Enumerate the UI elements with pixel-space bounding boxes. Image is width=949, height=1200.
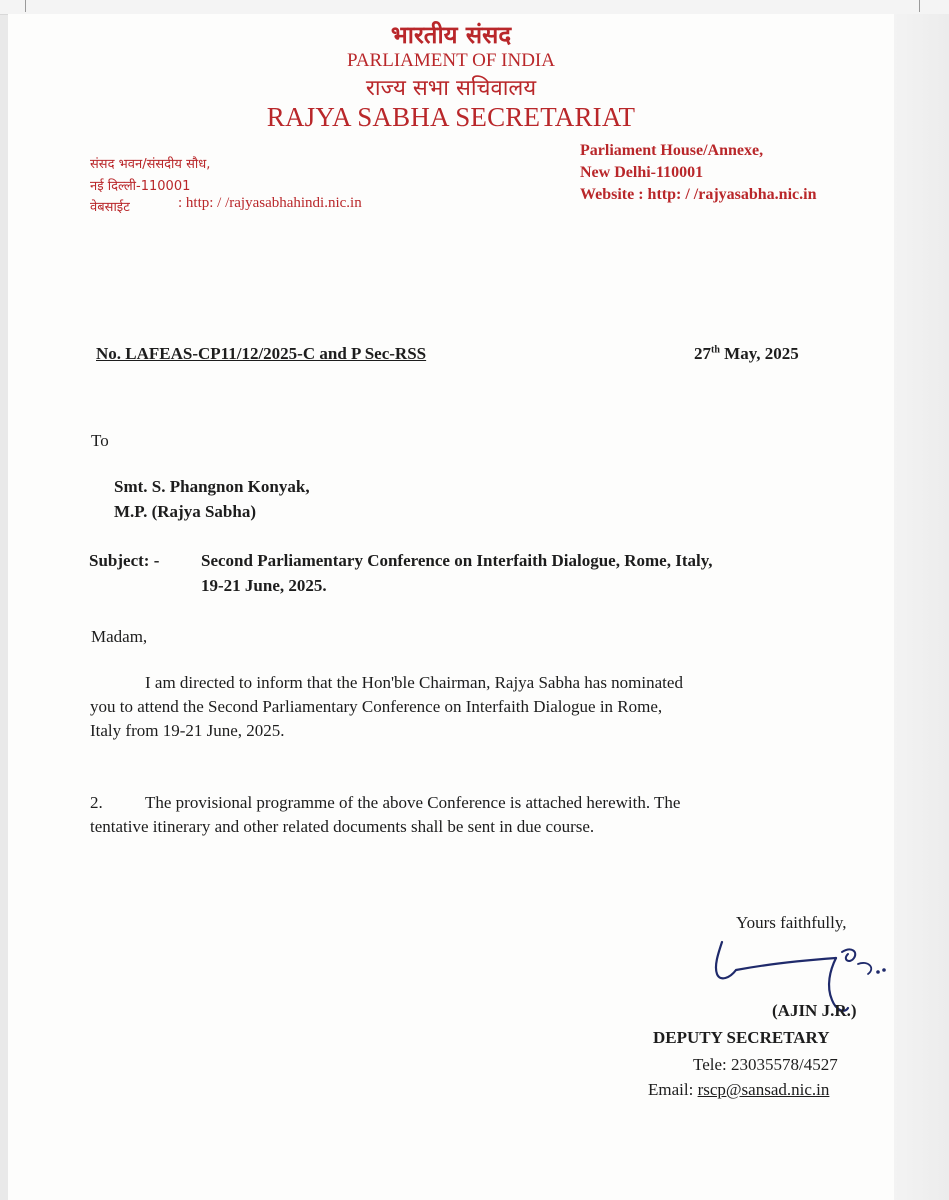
paragraph1-line1: I am directed to inform that the Hon'ble Chairman, Rajya Sabha has nominated — [145, 673, 683, 692]
paragraph1-line2: you to attend the Second Parliamentary Conference on Interfaith Dialogue in Rome, — [90, 697, 663, 716]
top-bar-tick-right — [919, 0, 920, 12]
signatory-phone: Tele: 23035578/4527 — [693, 1055, 838, 1074]
signatory-designation: DEPUTY SECRETARY — [653, 1028, 830, 1047]
recipient-title: M.P. (Rajya Sabha) — [114, 502, 256, 521]
to-label: To — [91, 431, 109, 450]
date-rest: May, 2025 — [719, 344, 799, 363]
top-bar — [0, 0, 949, 15]
letter-page — [8, 14, 894, 1200]
hindi-website-label: वेबसाईट — [90, 200, 130, 215]
paragraph2-line2: tentative itinerary and other related documents shall be sent in due course. — [90, 817, 595, 836]
hindi-website: : http: / /rajyasabhahindi.nic.in — [178, 195, 362, 211]
date-suffix: th — [711, 344, 720, 356]
letterhead-hindi-title: भारतीय संसद — [390, 21, 512, 49]
salutation: Madam, — [91, 627, 148, 646]
closing: Yours faithfully, — [736, 913, 847, 932]
signatory-name: (AJIN J.R.) — [772, 1001, 857, 1020]
hindi-address-line2: नई दिल्ली-110001 — [90, 179, 191, 194]
letterhead-hindi-secretariat: राज्य सभा सचिवालय — [365, 76, 537, 101]
right-margin-strip — [894, 14, 949, 1200]
subject-line2: 19-21 June, 2025. — [201, 576, 327, 595]
paragraph2-number: 2. — [90, 793, 103, 812]
english-address-line2: New Delhi-110001 — [580, 164, 704, 181]
paragraph1-line3: Italy from 19-21 June, 2025. — [90, 721, 285, 740]
top-bar-tick-left — [25, 0, 26, 12]
paragraph2-line1: The provisional programme of the above Conference is attached herewith. The — [145, 793, 681, 812]
reference-number: No. LAFEAS-CP11/12/2025-C and P Sec-RSS — [96, 344, 427, 363]
date-day: 27 — [694, 344, 711, 363]
letterhead-english-secretariat: RAJYA SABHA SECRETARIAT — [266, 102, 636, 132]
english-website: Website : http: / /rajyasabha.nic.in — [580, 186, 817, 203]
letterhead-english-title: PARLIAMENT OF INDIA — [347, 50, 555, 71]
subject-line1: Second Parliamentary Conference on Interfaith Dialogue, Rome, Italy, — [201, 551, 713, 570]
subject-label: Subject: - — [89, 551, 160, 570]
english-address-line1: Parliament House/Annexe, — [580, 142, 764, 159]
recipient-name: Smt. S. Phangnon Konyak, — [114, 477, 310, 496]
letter-date — [694, 344, 799, 364]
email-label: Email: — [648, 1080, 698, 1099]
email-link[interactable]: rscp@sansad.nic.in — [697, 1080, 830, 1099]
hindi-address-line1: संसद भवन/संसदीय सौध, — [90, 157, 211, 172]
signatory-email — [648, 1080, 829, 1100]
